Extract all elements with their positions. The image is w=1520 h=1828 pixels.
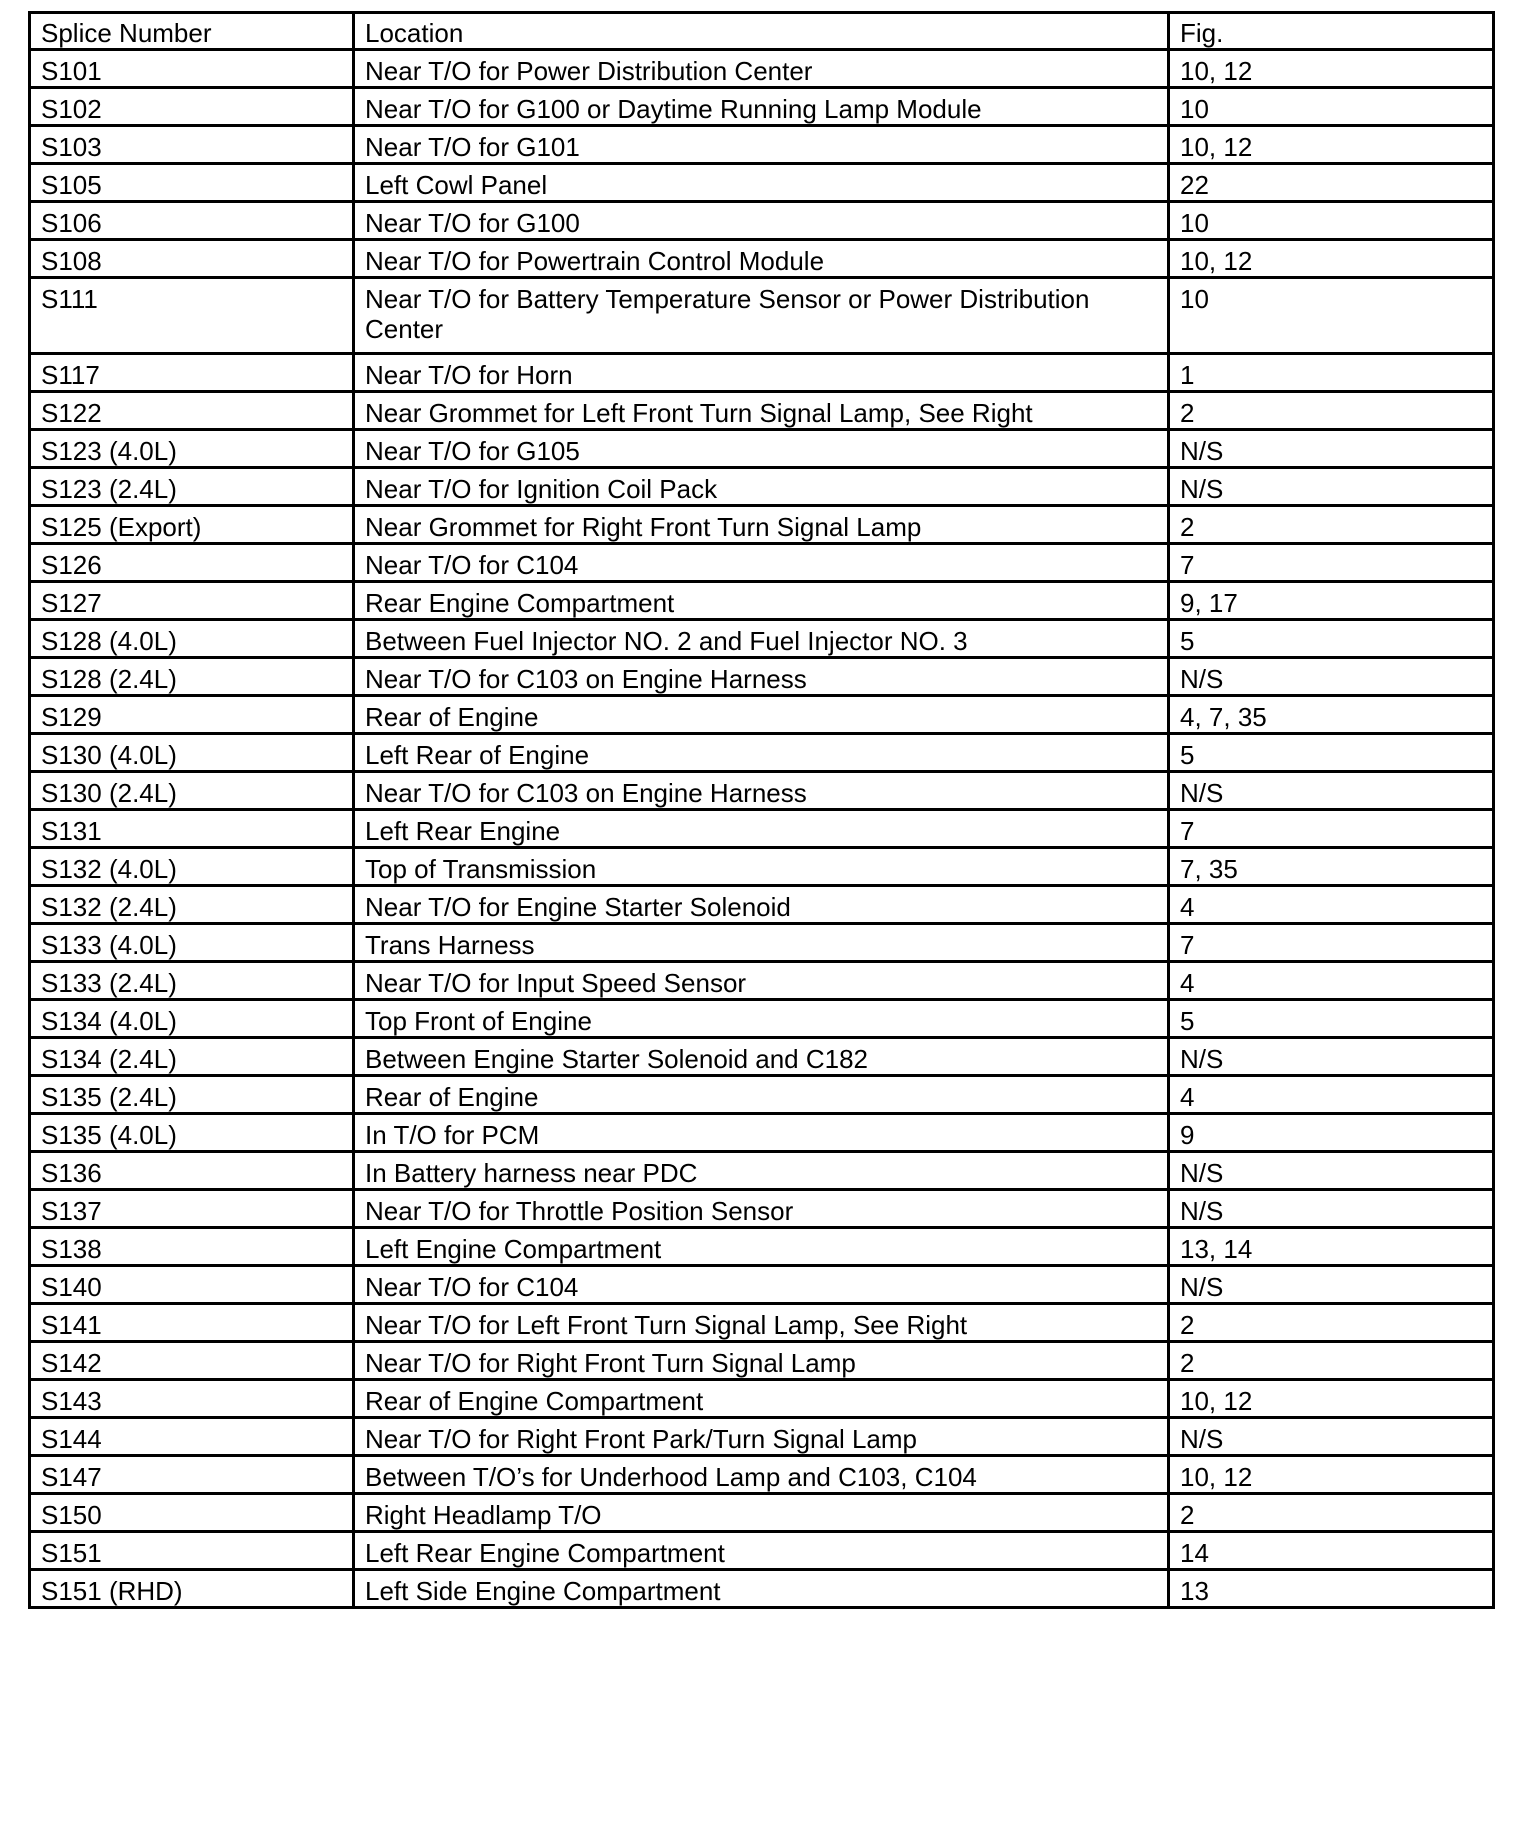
fig-cell: N/S: [1169, 1418, 1494, 1456]
location-cell: Near T/O for C104: [354, 1266, 1169, 1304]
location-cell: Rear of Engine: [354, 696, 1169, 734]
fig-cell: 10: [1169, 202, 1494, 240]
header-location: Location: [354, 13, 1169, 50]
splice-number-cell: S122: [30, 392, 354, 430]
fig-cell: 13, 14: [1169, 1228, 1494, 1266]
fig-cell: 7, 35: [1169, 848, 1494, 886]
location-cell: Trans Harness: [354, 924, 1169, 962]
table-row: [30, 1114, 1494, 1152]
splice-number-cell: S150: [30, 1494, 354, 1532]
splice-number-cell: S135 (4.0L): [30, 1114, 354, 1152]
fig-cell: 2: [1169, 1304, 1494, 1342]
fig-cell: N/S: [1169, 468, 1494, 506]
table-row: [30, 1076, 1494, 1114]
table-row: [30, 278, 1494, 354]
splice-number-cell: S128 (4.0L): [30, 620, 354, 658]
fig-cell: 4: [1169, 962, 1494, 1000]
location-cell: Rear of Engine: [354, 1076, 1169, 1114]
table-row: [30, 582, 1494, 620]
splice-number-cell: S134 (2.4L): [30, 1038, 354, 1076]
fig-cell: N/S: [1169, 1190, 1494, 1228]
location-cell: Near T/O for G101: [354, 126, 1169, 164]
location-cell: Left Engine Compartment: [354, 1228, 1169, 1266]
fig-cell: 13: [1169, 1570, 1494, 1608]
fig-cell: 10, 12: [1169, 240, 1494, 278]
location-cell: Left Rear of Engine: [354, 734, 1169, 772]
splice-number-cell: S101: [30, 50, 354, 88]
table-row: [30, 620, 1494, 658]
splice-number-cell: S147: [30, 1456, 354, 1494]
location-cell: Near T/O for Right Front Turn Signal Lamp: [354, 1342, 1169, 1380]
fig-cell: 9, 17: [1169, 582, 1494, 620]
location-cell: Near T/O for G105: [354, 430, 1169, 468]
location-cell: Near T/O for Battery Temperature Sensor or Power Distribution Center: [354, 278, 1169, 354]
location-cell: Near T/O for C103 on Engine Harness: [354, 658, 1169, 696]
fig-cell: 10, 12: [1169, 1380, 1494, 1418]
table-row: [30, 1418, 1494, 1456]
location-cell: Near T/O for Powertrain Control Module: [354, 240, 1169, 278]
table-row: [30, 50, 1494, 88]
splice-number-cell: S141: [30, 1304, 354, 1342]
splice-number-cell: S151: [30, 1532, 354, 1570]
table-row: [30, 962, 1494, 1000]
fig-cell: 10, 12: [1169, 1456, 1494, 1494]
table-row: [30, 506, 1494, 544]
location-cell: Near Grommet for Left Front Turn Signal Lamp, See Right: [354, 392, 1169, 430]
splice-number-cell: S135 (2.4L): [30, 1076, 354, 1114]
location-cell: Top of Transmission: [354, 848, 1169, 886]
splice-number-cell: S102: [30, 88, 354, 126]
table-header-row: [30, 13, 1494, 50]
splice-number-cell: S108: [30, 240, 354, 278]
location-cell: Near T/O for Ignition Coil Pack: [354, 468, 1169, 506]
fig-cell: N/S: [1169, 430, 1494, 468]
table-row: [30, 126, 1494, 164]
table-row: [30, 924, 1494, 962]
table-body: [30, 50, 1494, 1608]
fig-cell: 2: [1169, 1494, 1494, 1532]
table-row: [30, 1000, 1494, 1038]
splice-number-cell: S151 (RHD): [30, 1570, 354, 1608]
splice-number-cell: S129: [30, 696, 354, 734]
fig-cell: 10, 12: [1169, 50, 1494, 88]
location-cell: Between Fuel Injector NO. 2 and Fuel Injector NO. 3: [354, 620, 1169, 658]
location-cell: In Battery harness near PDC: [354, 1152, 1169, 1190]
table-row: [30, 202, 1494, 240]
fig-cell: 4: [1169, 886, 1494, 924]
location-cell: In T/O for PCM: [354, 1114, 1169, 1152]
fig-cell: 7: [1169, 810, 1494, 848]
location-cell: Left Rear Engine Compartment: [354, 1532, 1169, 1570]
location-cell: Near T/O for Throttle Position Sensor: [354, 1190, 1169, 1228]
splice-number-cell: S131: [30, 810, 354, 848]
table-row: [30, 88, 1494, 126]
table-row: [30, 430, 1494, 468]
table-row: [30, 164, 1494, 202]
fig-cell: 4: [1169, 1076, 1494, 1114]
fig-cell: 10, 12: [1169, 126, 1494, 164]
splice-number-cell: S137: [30, 1190, 354, 1228]
splice-number-cell: S138: [30, 1228, 354, 1266]
location-cell: Near T/O for C104: [354, 544, 1169, 582]
location-cell: Right Headlamp T/O: [354, 1494, 1169, 1532]
splice-number-cell: S123 (2.4L): [30, 468, 354, 506]
location-cell: Near Grommet for Right Front Turn Signal Lamp: [354, 506, 1169, 544]
splice-number-cell: S133 (4.0L): [30, 924, 354, 962]
table-row: [30, 696, 1494, 734]
fig-cell: 4, 7, 35: [1169, 696, 1494, 734]
splice-number-cell: S117: [30, 354, 354, 392]
table-row: [30, 1456, 1494, 1494]
fig-cell: 7: [1169, 544, 1494, 582]
splice-number-cell: S130 (4.0L): [30, 734, 354, 772]
fig-cell: 5: [1169, 734, 1494, 772]
splice-number-cell: S105: [30, 164, 354, 202]
table-row: [30, 1494, 1494, 1532]
fig-cell: 10: [1169, 88, 1494, 126]
location-cell: Between T/O’s for Underhood Lamp and C103, C104: [354, 1456, 1169, 1494]
table-row: [30, 354, 1494, 392]
fig-cell: 14: [1169, 1532, 1494, 1570]
splice-number-cell: S103: [30, 126, 354, 164]
splice-number-cell: S106: [30, 202, 354, 240]
table-row: [30, 772, 1494, 810]
fig-cell: 2: [1169, 506, 1494, 544]
splice-number-cell: S111: [30, 278, 354, 354]
location-cell: Near T/O for Input Speed Sensor: [354, 962, 1169, 1000]
fig-cell: 2: [1169, 392, 1494, 430]
location-cell: Near T/O for G100 or Daytime Running Lamp Module: [354, 88, 1169, 126]
splice-number-cell: S133 (2.4L): [30, 962, 354, 1000]
splice-number-cell: S132 (4.0L): [30, 848, 354, 886]
table-row: [30, 1038, 1494, 1076]
header-fig: Fig.: [1169, 13, 1494, 50]
splice-number-cell: S123 (4.0L): [30, 430, 354, 468]
splice-number-cell: S142: [30, 1342, 354, 1380]
location-cell: Left Cowl Panel: [354, 164, 1169, 202]
location-cell: Rear Engine Compartment: [354, 582, 1169, 620]
fig-cell: N/S: [1169, 1038, 1494, 1076]
fig-cell: 10: [1169, 278, 1494, 354]
location-cell: Near T/O for Horn: [354, 354, 1169, 392]
fig-cell: N/S: [1169, 658, 1494, 696]
fig-cell: 7: [1169, 924, 1494, 962]
splice-number-cell: S144: [30, 1418, 354, 1456]
table-row: [30, 848, 1494, 886]
fig-cell: N/S: [1169, 1266, 1494, 1304]
table-row: [30, 1570, 1494, 1608]
table-row: [30, 1190, 1494, 1228]
splice-number-cell: S136: [30, 1152, 354, 1190]
table-row: [30, 658, 1494, 696]
table-row: [30, 1152, 1494, 1190]
table-row: [30, 392, 1494, 430]
splice-number-cell: S127: [30, 582, 354, 620]
location-cell: Near T/O for Left Front Turn Signal Lamp, See Right: [354, 1304, 1169, 1342]
splice-location-table: [28, 11, 1495, 1609]
table-row: [30, 810, 1494, 848]
splice-number-cell: S125 (Export): [30, 506, 354, 544]
splice-number-cell: S140: [30, 1266, 354, 1304]
table-row: [30, 1304, 1494, 1342]
fig-cell: 5: [1169, 1000, 1494, 1038]
fig-cell: 22: [1169, 164, 1494, 202]
table-row: [30, 1380, 1494, 1418]
location-cell: Near T/O for Engine Starter Solenoid: [354, 886, 1169, 924]
location-cell: Near T/O for Power Distribution Center: [354, 50, 1169, 88]
fig-cell: N/S: [1169, 1152, 1494, 1190]
splice-number-cell: S132 (2.4L): [30, 886, 354, 924]
table-row: [30, 1342, 1494, 1380]
fig-cell: 5: [1169, 620, 1494, 658]
splice-number-cell: S143: [30, 1380, 354, 1418]
location-cell: Left Rear Engine: [354, 810, 1169, 848]
location-cell: Near T/O for G100: [354, 202, 1169, 240]
table-row: [30, 468, 1494, 506]
splice-number-cell: S130 (2.4L): [30, 772, 354, 810]
location-cell: Near T/O for Right Front Park/Turn Signal Lamp: [354, 1418, 1169, 1456]
table-row: [30, 734, 1494, 772]
location-cell: Between Engine Starter Solenoid and C182: [354, 1038, 1169, 1076]
fig-cell: 9: [1169, 1114, 1494, 1152]
table-row: [30, 544, 1494, 582]
table-row: [30, 1228, 1494, 1266]
location-cell: Left Side Engine Compartment: [354, 1570, 1169, 1608]
table-row: [30, 886, 1494, 924]
location-cell: Top Front of Engine: [354, 1000, 1169, 1038]
table-row: [30, 1532, 1494, 1570]
table-row: [30, 1266, 1494, 1304]
splice-number-cell: S126: [30, 544, 354, 582]
location-cell: Rear of Engine Compartment: [354, 1380, 1169, 1418]
splice-number-cell: S128 (2.4L): [30, 658, 354, 696]
header-splice-number: Splice Number: [30, 13, 354, 50]
fig-cell: 2: [1169, 1342, 1494, 1380]
fig-cell: N/S: [1169, 772, 1494, 810]
location-cell: Near T/O for C103 on Engine Harness: [354, 772, 1169, 810]
table-row: [30, 240, 1494, 278]
splice-number-cell: S134 (4.0L): [30, 1000, 354, 1038]
fig-cell: 1: [1169, 354, 1494, 392]
